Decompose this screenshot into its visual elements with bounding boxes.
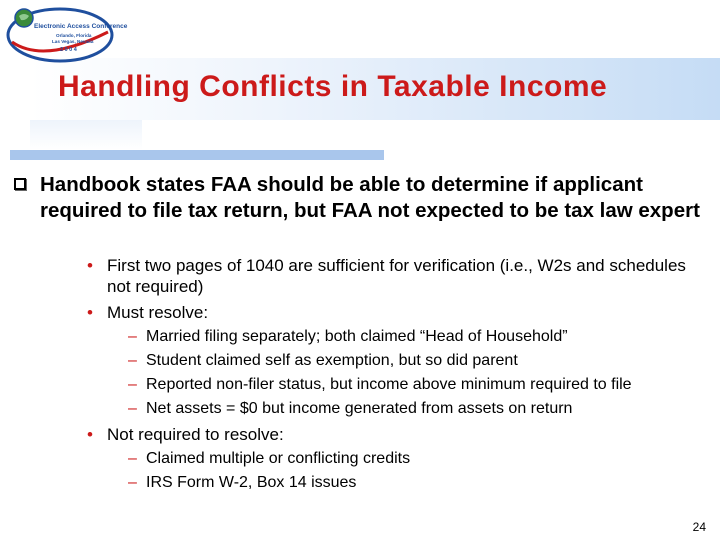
title-underline-bar [10,150,384,160]
svg-text:Orlando, Florida: Orlando, Florida [56,33,92,38]
sub-bullet-text: Not required to resolve: [107,425,284,444]
not-required-item [128,449,708,469]
slide-title: Handling Conflicts in Taxable Income [58,70,608,103]
dash-icon: – [128,352,137,369]
svg-text:Las Vegas, Nevada: Las Vegas, Nevada [52,39,94,44]
dash-icon: – [128,450,137,467]
not-required-item [128,473,708,493]
main-bullet [14,172,704,224]
bullet-icon: • [87,425,93,444]
title-gradient-band-vertical [30,120,142,150]
sub-bullet [87,255,707,297]
bullet-icon: • [87,303,93,322]
sub-bullet-text: Must resolve: [107,303,209,322]
dash-icon: – [128,328,137,345]
svg-text:2 0 0 4: 2 0 0 4 [60,47,77,53]
dash-icon: – [128,376,137,393]
sub-bullet-text: First two pages of 1040 are sufficient for verification (i.e., W2s and schedules not required) [107,256,686,296]
must-resolve-item [128,351,708,371]
must-resolve-text: Net assets = $0 but income generated from assets on return [146,400,573,417]
must-resolve-text: Reported non-filer status, but income above minimum required to file [146,376,632,393]
not-required-text: IRS Form W-2, Box 14 issues [146,474,357,491]
dash-icon: – [128,400,137,417]
main-bullet-text: Handbook states FAA should be able to determine if applicant required to file tax return, but FAA not expected to be tax law expert [40,173,700,222]
checkbox-bullet-icon [14,178,26,190]
not-required-text: Claimed multiple or conflicting credits [146,450,411,467]
conference-logo [4,2,128,66]
sub-bullet [87,424,707,445]
page-number: 24 [692,520,706,534]
dash-icon: – [128,474,137,491]
must-resolve-item [128,399,708,419]
must-resolve-item [128,375,708,395]
sub-bullet [87,302,707,323]
bullet-icon: • [87,256,93,275]
must-resolve-text: Student claimed self as exemption, but so did parent [146,352,518,369]
must-resolve-text: Married filing separately; both claimed “Head of Household” [146,328,568,345]
svg-text:Electronic Access Conference: Electronic Access Conference [34,23,128,30]
must-resolve-item [128,327,708,347]
